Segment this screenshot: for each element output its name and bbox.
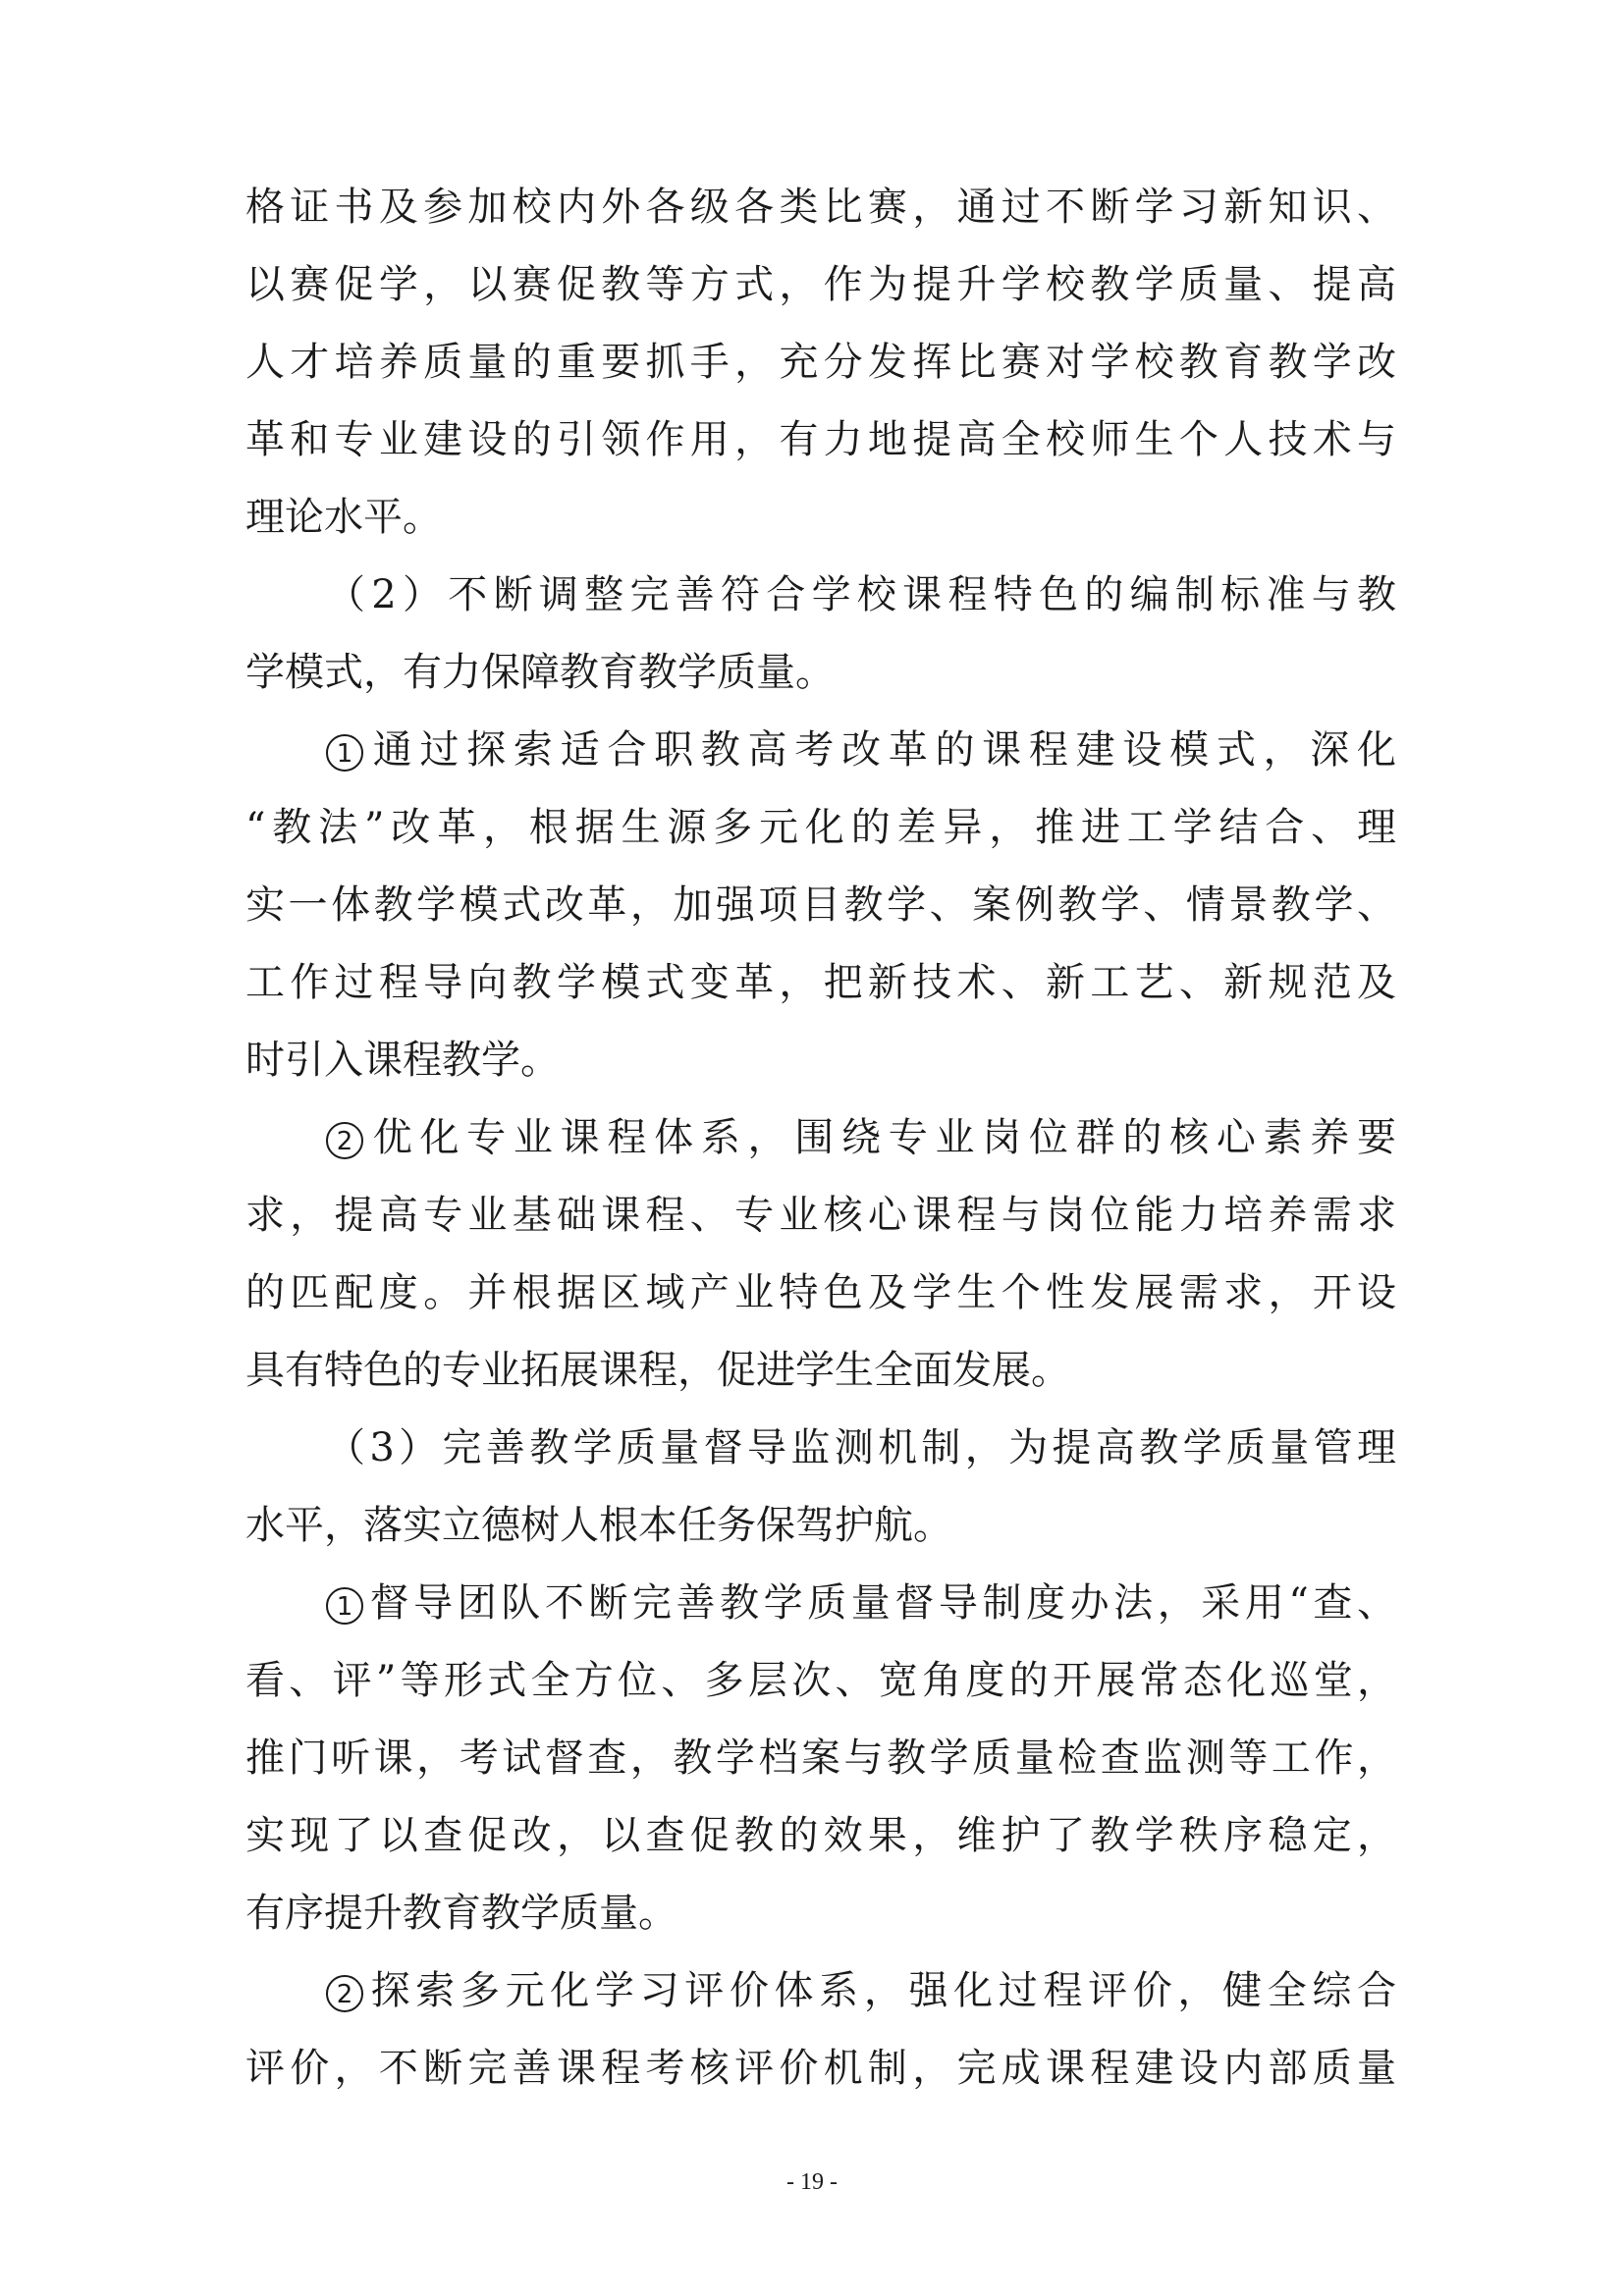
paragraph <box>245 169 1396 557</box>
text-line <box>245 1565 1396 1642</box>
text-line: （2）不断调整完善符合学校课程特色的编制标准与教 <box>326 572 1396 617</box>
text-line: “教法”改革，根据生源多元化的差异，推进工学结合、理 <box>245 805 1396 850</box>
text-line: 有序提升教育教学质量。 <box>245 1891 677 1936</box>
circled-number-marker: 2 <box>326 1975 363 2012</box>
text-line: 实现了以查促改，以查促教的效果，维护了教学秩序稳定， <box>245 1813 1396 1858</box>
text-line <box>245 1952 1396 2030</box>
text-line: 工作过程导向教学模式变革，把新技术、新工艺、新规范及 <box>245 960 1396 1005</box>
circled-number-marker: 1 <box>326 734 363 772</box>
text-line: 理论水平。 <box>245 495 442 540</box>
text-line <box>245 712 1396 789</box>
list-item <box>245 1565 1396 1952</box>
list-item <box>245 1099 1396 1410</box>
text-line: 求，提高专业基础课程、专业核心课程与岗位能力培养需求 <box>245 1193 1396 1238</box>
text-line: 具有特色的专业拓展课程，促进学生全面发展。 <box>245 1348 1070 1393</box>
text-line: 推门听课，考试督查，教学档案与教学质量检查监测等工作， <box>245 1735 1396 1781</box>
text-line: 人才培养质量的重要抓手，充分发挥比赛对学校教育教学改 <box>245 340 1396 385</box>
circled-number-marker: 2 <box>326 1122 363 1159</box>
text-line: 革和专业建设的引领作用，有力地提高全校师生个人技术与 <box>245 417 1396 462</box>
list-item <box>245 712 1396 1099</box>
text-line: 看、评”等形式全方位、多层次、宽角度的开展常态化巡堂， <box>245 1658 1396 1703</box>
text-line: 时引入课程教学。 <box>245 1038 560 1083</box>
section-heading <box>245 1410 1396 1565</box>
circled-number-marker: 1 <box>326 1587 363 1625</box>
text-line: 实一体教学模式改革，加强项目教学、案例教学、情景教学、 <box>245 882 1396 928</box>
text-line: 水平，落实立德树人根本任务保驾护航。 <box>245 1503 952 1548</box>
text-line: 的匹配度。并根据区域产业特色及学生个性发展需求，开设 <box>245 1270 1396 1315</box>
text-line: （3）完善教学质量督导监测机制，为提高教学质量管理 <box>326 1425 1396 1470</box>
page-number: - 19 - <box>786 2169 838 2195</box>
text-line: 评价，不断完善课程考核评价机制，完成课程建设内部质量 <box>245 2046 1396 2091</box>
document-body <box>245 169 1396 2108</box>
text-line-content: 通过探索适合职教高考改革的课程建设模式，深化 <box>365 727 1396 773</box>
text-line: 学模式，有力保障教育教学质量。 <box>245 650 835 695</box>
text-line-content: 探索多元化学习评价体系，强化过程评价，健全综合 <box>365 1968 1396 2013</box>
list-item <box>245 1952 1396 2108</box>
text-line: 格证书及参加校内外各级各类比赛，通过不断学习新知识、 <box>245 185 1396 230</box>
text-line: 以赛促学，以赛促教等方式，作为提升学校教学质量、提高 <box>245 262 1396 307</box>
text-line <box>245 1099 1396 1177</box>
text-line-content: 优化专业课程体系，围绕专业岗位群的核心素养要 <box>365 1115 1396 1160</box>
section-heading <box>245 557 1396 712</box>
text-line-content: 督导团队不断完善教学质量督导制度办法，采用“查、 <box>365 1580 1396 1626</box>
